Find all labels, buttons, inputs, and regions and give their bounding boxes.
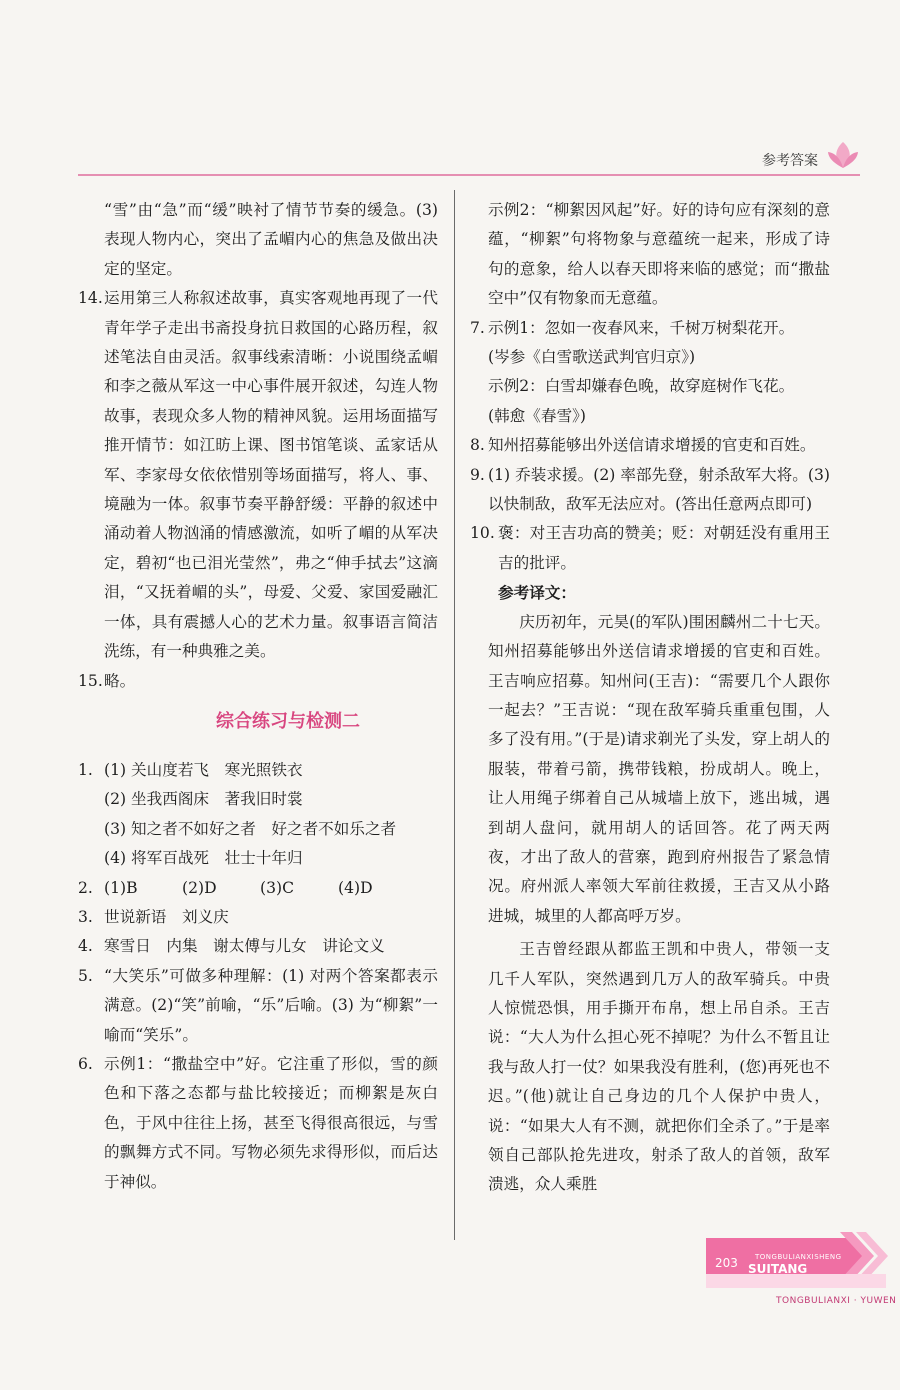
item-number: 8. bbox=[470, 436, 485, 455]
item-number: 10. bbox=[470, 524, 495, 543]
answer-item-14 bbox=[78, 284, 438, 666]
brand-sub: TONGBULIANXI · YUWEN bbox=[776, 1296, 897, 1306]
page-number: 203 bbox=[715, 1256, 738, 1270]
item-subline: 示例2：白雪却嫌春色晚，故穿庭树作飞花。 bbox=[488, 377, 795, 396]
item-number: 5. bbox=[78, 966, 93, 985]
left-column bbox=[78, 196, 438, 1197]
item-text: 运用第三人称叙述故事，真实客观地再现了一代青年学子走出书斋投身抗日救国的心路历程，叙述笔法自由灵活。叙事线索清晰：小说围绕孟嵋和李之薇从军这一中心事件展开叙述，勾连人物故事，表现众多人物的精神风貌。运用场面描写推开情节：如江昉上课、图书馆笔谈、孟家话从军、李家母女依依惜别等场面描写，将人、事、境融为一体。叙事节奏平静舒缓：平静的叙述中涌动着人物汹涌的情感激流，如听了嵋的从军决定，碧初“也已泪光莹然”，弗之“伸手拭去”这滴泪，“又抚着嵋的头”，母爱、父爱、家国爱融汇一体，具有震撼人心的艺术力量。叙事语言简洁洗练，有一种典雅之美。 bbox=[104, 289, 438, 661]
item-number: 3. bbox=[78, 907, 93, 926]
item-number: 4. bbox=[78, 937, 93, 956]
item-text: 褒：对王吉功高的赞美；贬：对朝廷没有重用王吉的批评。 bbox=[498, 524, 830, 572]
item-text: 知州招募能够出外送信请求增援的官吏和百姓。 bbox=[488, 436, 816, 455]
item-text: 示例1：“撒盐空中”好。它注重了形似，雪的颜色和下落之态都与盐比较接近；而柳絮是灰白色，于风中往往上扬，甚至飞得很高很远，与雪的飘舞方式不同。写物必须先求得形似，而后达于神似。 bbox=[104, 1054, 438, 1191]
item-number: 9. bbox=[470, 465, 485, 484]
item-options bbox=[104, 874, 438, 903]
item-number: 15. bbox=[78, 671, 103, 690]
option: (2)D bbox=[182, 878, 217, 897]
item-subline: (岑参《白雪歌送武判官归京》) bbox=[488, 348, 696, 367]
answer-item-15 bbox=[78, 667, 438, 696]
answer-item-10 bbox=[470, 519, 830, 578]
item-text: “大笑乐”可做多种理解：(1) 对两个答案都表示满意。(2)“笑”前喻，“乐”后喻。(3) 为“柳絮”一喻而“笑乐”。 bbox=[104, 966, 438, 1044]
item-subline: (2) 坐我西阁床 著我旧时裳 bbox=[104, 790, 303, 809]
answer-item-7 bbox=[470, 314, 830, 343]
page-header bbox=[0, 0, 900, 180]
item-text: 世说新语 刘义庆 bbox=[104, 907, 229, 926]
answer-item-3 bbox=[78, 903, 438, 932]
answer-item-1 bbox=[78, 756, 438, 785]
option: (4)D bbox=[338, 878, 373, 897]
answer-item-8 bbox=[470, 431, 830, 460]
answer-continuation: “雪”由“急”而“缓”映衬了情节节奏的缓急。(3)表现人物内心，突出了孟嵋内心的焦急及做出决定的坚定。 bbox=[104, 201, 438, 278]
item-number: 6. bbox=[78, 1054, 93, 1073]
section-title: 综合练习与检测二 bbox=[216, 710, 360, 732]
option: (3)C bbox=[260, 878, 295, 897]
item-subline: (4) 将军百战死 壮士十年归 bbox=[104, 849, 303, 868]
item-text: 略。 bbox=[104, 671, 136, 690]
header-title: 参考答案 bbox=[762, 153, 818, 169]
item-subline: (韩愈《春雪》) bbox=[488, 406, 586, 425]
right-column bbox=[470, 196, 830, 1200]
item-number: 2. bbox=[78, 878, 93, 897]
translation-paragraph: 王吉曾经跟从都监王凯和中贵人，带领一支几千人军队，突然遇到几万人的敌军骑兵。中贵人惊慌恐惧，用手撕开布帛，想上吊自杀。王吉说：“大人为什么担心死不掉呢？为什么不暂且让我与敌人打一仗？如果我没有胜利，(您)再死也不迟。”(他)就让自己身边的几个人保护中贵人，说：“如果大人有不测，就把你们全杀了。”于是率领自己部队抢先进攻，射杀了敌人的首领，敌军溃逃，众人乘胜 bbox=[488, 940, 830, 1194]
item-subline: (3) 知之者不如好之者 好之者不如乐之者 bbox=[104, 819, 397, 838]
item-text: 寒雪日 内集 谢太傅与儿女 讲论文义 bbox=[104, 937, 385, 956]
brand-main: SUITANG bbox=[748, 1262, 808, 1276]
item-text: 示例1：忽如一夜春风来，千树万树梨花开。 bbox=[488, 318, 795, 337]
translation-paragraph: 庆历初年，元昊(的军队)围困麟州二十七天。知州招募能够出外送信请求增援的官吏和百姓。王吉响应招募。知州问(王吉)：“需要几个人跟你一起去？”王吉说：“现在敌军骑兵重重包围，人多了没有用。”(于是)请求剃光了头发，穿上胡人的服装，带着弓箭，携带钱粮，扮成胡人。晚上，让人用绳子绑着自己从城墙上放下，逃出城，遇到胡人盘问，就用胡人的话回答。花了两天两夜，才出了敌人的营寨，跑到府州报告了紧急情况。府州派人率领大军前往救援，王吉又从小路进城，城里的人都高呼万岁。 bbox=[488, 612, 830, 925]
item-number: 7. bbox=[470, 318, 485, 337]
answer-continuation: 示例2：“柳絮因风起”好。好的诗句应有深刻的意蕴，“柳絮”句将物象与意蕴统一起来，形成了诗句的意象，给人以春天即将来临的感觉；而“撒盐空中”仅有物象而无意蕴。 bbox=[488, 201, 830, 308]
column-divider bbox=[454, 190, 455, 1240]
option: (1)B bbox=[104, 878, 138, 897]
answer-item-6 bbox=[78, 1050, 438, 1197]
item-text: (1) 关山度若飞 寒光照铁衣 bbox=[104, 760, 303, 779]
leaf-icon bbox=[826, 138, 860, 172]
answer-item-2 bbox=[78, 874, 438, 903]
item-text: (1) 乔装求援。(2) 率部先登，射杀敌军大将。(3) 以快制敌，敌军无法应对。(答出任意两点即可) bbox=[488, 465, 830, 514]
answer-item-5 bbox=[78, 962, 438, 1050]
answer-item-4 bbox=[78, 932, 438, 961]
header-rule bbox=[78, 174, 860, 176]
answer-item-9 bbox=[470, 461, 830, 520]
item-number: 14. bbox=[78, 289, 103, 308]
item-number: 1. bbox=[78, 760, 93, 779]
brand-small: TONGBULIANXISHENG bbox=[755, 1253, 842, 1261]
reference-translation-title: 参考译文： bbox=[498, 583, 576, 603]
